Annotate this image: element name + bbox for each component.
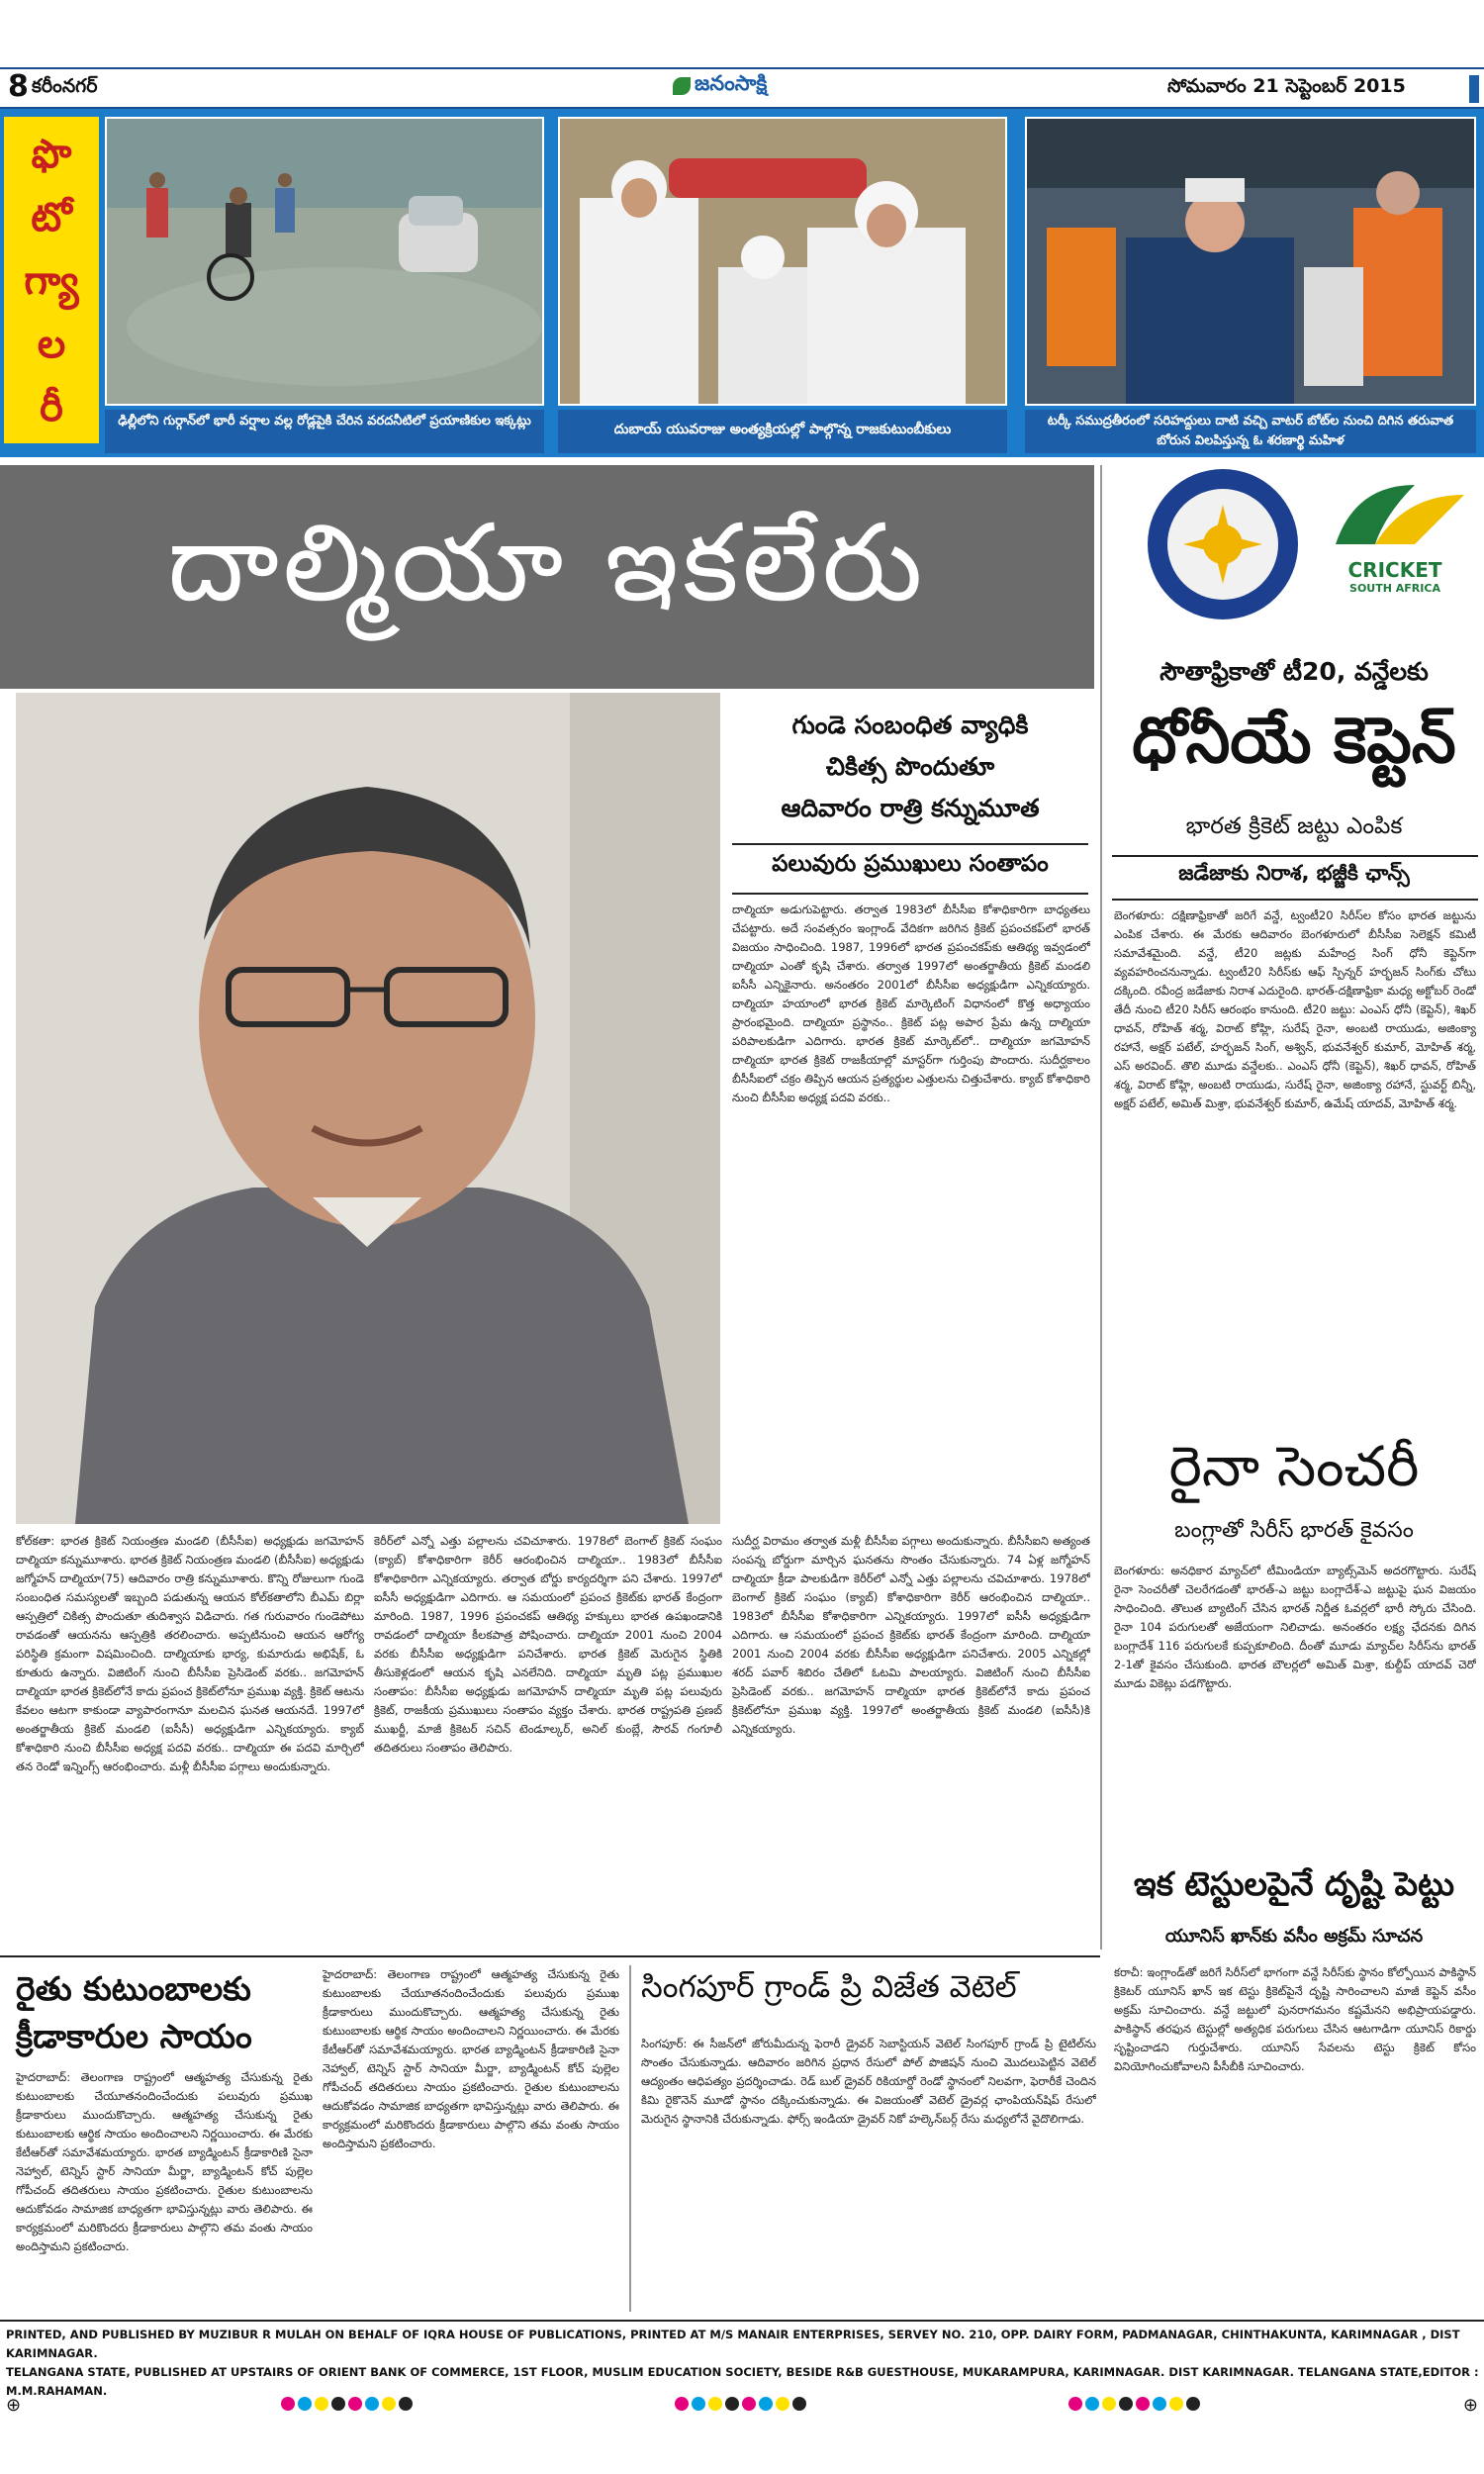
- header-edge-bar: [1469, 75, 1479, 103]
- bottom-story1-headline: [16, 1965, 313, 2064]
- kicker-divider: [732, 893, 1088, 895]
- sidebar-story3-sub: యూనిస్ ఖాన్‌కు వసీం అక్రమ్ సూచన: [1164, 1926, 1424, 1947]
- color-registration-strip: [0, 2393, 1484, 2417]
- bcci-emblem-icon: [1144, 465, 1302, 623]
- color-dots: [1068, 2396, 1203, 2415]
- imprint-line: TELANGANA STATE, PUBLISHED AT UPSTAIRS OF ORIENT BANK OF COMMERCE, 1ST FLOOR, MUSLIM EDUCATION SOCIETY, BESIDE R&B GUESTHOUSE, MUKARAMPURA, KARIMNAGAR. DIST KARIMNAGAR. TELANGANA STATE,EDITOR : M.M.RAHAMAN.: [6, 2365, 1479, 2398]
- bottom-story1-body-a: హైదరాబాద్: తెలంగాణ రాష్ట్రంలో ఆత్మహత్య చేసుకున్న రైతు కుటుంబాలకు చేయూతనందించేందుకు పలువురు ప్రముఖ క్రీడాకారులు ముందుకొచ్చారు. ఆత్మహత్య చేసుకున్న రైతు కుటుంబాలకు ఆర్థిక సాయం అందించాలని నిర్ణయించారు. ఈ మేరకు కేటీఆర్‌తో సమావేశమయ్యారు. భారత బ్యాడ్మింటన్ క్రీడాకారిణి సైనా నెహ్వాల్, టెన్నిస్ స్టార్ సానియా మీర్జా, బ్యాడ్మింటన్ కోచ్ పుల్లెల గోపీచంద్ తదితరులు సాయం ప్రకటించారు. రైతుల కుటుంబాలను ఆదుకోవడం సామాజిక బాధ్యతగా భావిస్తున్నట్లు వారు తెలిపారు. ఈ కార్యక్రమంలో మరికొందరు క్రీడాకారులు పాల్గొని తమ వంతు సాయం అందిస్తామని ప్రకటించారు.: [16, 2070, 313, 2253]
- main-story-column-2: కెరీర్‌లో ఎన్నో ఎత్తు పల్లాలను చవిచూశారు. 1978లో బెంగాల్ క్రికెట్ సంఘం (క్యాబ్) కోశాధికారిగా కెరీర్ ఆరంభించిన దాల్మియా.. 1983లో బీసీసీఐ కోశాధికారిగా ఎన్నికయ్యారు. తర్వాత బోర్డు కార్యదర్శిగా పని చేశారు. 1997లో ఐసీసీ అధ్యక్షుడిగా ఎదిగారు. ఆ సమయంలో ప్రపంచ క్రికెట్‌కు భారత్ కేంద్రంగా మారింది. 1987, 1996 ప్రపంచకప్ ఆతిథ్య హక్కులు భారత ఉపఖండానికి రావడంలో దాల్మియా కీలకపాత్ర పోషించారు. దాల్మియా 2001 నుంచి 2004 వరకు బీసీసీఐ అధ్యక్షుడిగా పనిచేశారు. భారత క్రికెట్ మెరుగైన స్థితికి తీసుకెళ్లడంలో ఆయన కృషి ఎనలేనిది. దాల్మియా మృతి పట్ల ప్రముఖుల సంతాపం: బీసీసీఐ అధ్యక్షుడు జగమోహన్ దాల్మియా మృతి పట్ల పలువురు క్రికెట్, రాజకీయ ప్రముఖులు సంతాపం వ్యక్తం చేశారు. భారత రాష్ట్రపతి ప్రణబ్ ముఖర్జీ, మాజీ క్రికెటర్ సచిన్ టెండూల్కర్, అనిల్ కుంబ్లే, సౌరవ్ గంగూలీ తదితరులు సంతాపం తెలిపారు.: [374, 1534, 722, 1755]
- headline-line: రైతు కుటుంబాలకు: [16, 1969, 251, 2008]
- page-number: 8: [8, 69, 29, 104]
- subhead-line: ఆదివారం రాత్రి కన్నుమూత: [781, 794, 1040, 822]
- subhead-divider: [732, 843, 1088, 845]
- bottom-story1-body-b: హైదరాబాద్: తెలంగాణ రాష్ట్రంలో ఆత్మహత్య చేసుకున్న రైతు కుటుంబాలకు చేయూతనందించేందుకు పలువురు ప్రముఖ క్రీడాకారులు ముందుకొచ్చారు. ఆత్మహత్య చేసుకున్న రైతు కుటుంబాలకు ఆర్థిక సాయం అందించాలని నిర్ణయించారు. ఈ మేరకు కేటీఆర్‌తో సమావేశమయ్యారు. భారత బ్యాడ్మింటన్ క్రీడాకారిణి సైనా నెహ్వాల్, టెన్నిస్ స్టార్ సానియా మీర్జా, బ్యాడ్మింటన్ కోచ్ పుల్లెల గోపీచంద్ తదితరులు సాయం ప్రకటించారు. రైతుల కుటుంబాలను ఆదుకోవడం సామాజిక బాధ్యతగా భావిస్తున్నట్లు వారు తెలిపారు. ఈ కార్యక్రమంలో మరికొందరు క్రీడాకారులు పాల్గొని తమ వంతు సాయం అందిస్తామని ప్రకటించారు.: [323, 1967, 619, 2150]
- sidebar-story2-sub: బంగ్లాతో సిరీస్ భారత్ కైవసం: [1174, 1518, 1414, 1543]
- column-divider: [1100, 465, 1102, 1950]
- headline-line: క్రీడాకారుల సాయం: [16, 2017, 252, 2055]
- registration-mark-icon: ⊕: [6, 2394, 22, 2416]
- gallery-label-char: గ్యా: [24, 258, 79, 304]
- sidebar-story3-headline: ఇక టెస్టులపైనే దృష్టి పెట్టు: [1133, 1864, 1454, 1903]
- sidebar-story1-preheadline: సౌతాఫ్రికాతో టీ20, వన్డేలకు: [1159, 657, 1429, 686]
- protea-icon: [1316, 475, 1474, 554]
- page-header: [0, 0, 1484, 109]
- bottom-section-divider: [0, 1955, 1100, 1957]
- imprint-line: PRINTED, AND PUBLISHED BY MUZIBUR R MULAH ON BEHALF OF IQRA HOUSE OF PUBLICATIONS, PRINTED AT M/S MANAIR ENTERPRISES, SERVEY NO. 210, OPP. DAIRY FORM, PADMANAGAR, CHINTHAKUNTA, KARIMNAGAR , DIST KARIMNAGAR.: [6, 2328, 1460, 2360]
- masthead-logo: [673, 71, 767, 101]
- refugee-woman-photo: [1025, 117, 1476, 406]
- main-story-column-4: సుదీర్ఘ విరామం తర్వాత మళ్లీ బీసీసీఐ పగ్గాలు అందుకున్నారు. బీసీసీఐని అత్యంత సంపన్న బోర్డుగా మార్చిన ఘనతను సొంతం చేసుకున్నారు. 74 ఏళ్ల జగ్మోహన్ దాల్మియా క్రీడా పాలకుడిగా కెరీర్‌లో ఎన్నో ఎత్తు పల్లాలను చవిచూశారు. 1978లో బెంగాల్ క్రికెట్ సంఘం (క్యాబ్) కోశాధికారిగా కెరీర్ ఆరంభించిన దాల్మియా.. 1983లో బీసీసీఐ కోశాధికారిగా ఎన్నికయ్యారు. 1997లో ఐసీసీ అధ్యక్షుడిగా ఎదిగారు. ఆ సమయంలో ప్రపంచ క్రికెట్‌కు భారత్ కేంద్రంగా మారింది. దాల్మియా 2001 నుంచి 2004 వరకు బీసీసీఐ అధ్యక్షుడిగా పనిచేశారు. 2005 ఎన్నికల్లో శరద్ పవార్ శిబిరం చేతిలో ఓటమి పాలయ్యారు. విజిటింగ్ నుంచి బీసీసీఐ ప్రెసిడెంట్ వరకు.. జగమోహన్ దాల్మియా భారత క్రికెట్‌లోనే కాదు ప్రపంచ క్రికెట్‌లోనూ ప్రముఖ వ్యక్తి. 1997లో అంతర్జాతీయ క్రికెట్ మండలి (ఐసీసీ)కి ఎన్నికయ్యారు.: [732, 1534, 1090, 1736]
- gallery-label-char: రీ: [40, 385, 63, 430]
- main-story-column-3: దాల్మియా అడుగుపెట్టారు. తర్వాత 1983లో బీసీసీఐ కోశాధికారిగా బాధ్యతలు చేపట్టారు. అదే సంవత్సరం ఇంగ్లాండ్ వేదికగా జరిగిన క్రికెట్ ప్రపంచకప్‌లో భారత్ విజయం సాధించింది. 1987, 1996లో భారత ప్రపంచకప్‌కు ఆతిథ్య ఇవ్వడంలో దాల్మియా ఎంతో కృషి చేశారు. తర్వాత 1997లో అంతర్జాతీయ క్రికెట్ మండలి ఐసీసీ ఎన్నికైనారు. అనంతరం 2001లో బీసీసీఐ అధ్యక్షుడిగా ఎన్నికయ్యారు. దాల్మియా హయాంలో భారత క్రికెట్ మార్కెటింగ్ విధానంలో కొత్త అధ్యాయం ప్రారంభమైంది. దాల్మియా ప్రస్థానం.. క్రికెట్ పట్ల అపార ప్రేమ ఉన్న దాల్మియా పరిపాలకుడిగా ఎదిగారు. భారత క్రికెట్ మార్కెట్‌లో.. దాల్మియా జగమోహన్ దాల్మియా భారత క్రికెట్ రాజకీయాల్లో మాస్టర్‌గా గుర్తింపు పొందారు. సుదీర్ఘకాలం బీసీసీఐలో చక్రం తిప్పిన ఆయన ప్రత్యర్థుల ఎత్తులను చిత్తుచేశారు. క్యాబ్ కోశాధికారి నుంచి బీసీసీఐ అధ్యక్ష పదవి వరకు..: [732, 903, 1090, 1104]
- headline-band: [0, 465, 1094, 689]
- section-name: కరీంనగర్: [32, 75, 98, 97]
- registration-mark-icon: ⊕: [1462, 2394, 1478, 2416]
- header-rule: [0, 67, 1484, 69]
- photo-caption-3: టర్కీ సముద్రతీరంలో సరిహద్దులు దాటి వచ్చి వాటర్ బోట్‌ల నుంచి దిగిన తరువాత బోరున విలపిస్తున్న ఓ శరణార్థి మహిళ: [1025, 410, 1476, 453]
- gallery-label-char: టో: [31, 195, 72, 240]
- portrait-illustration: [16, 693, 720, 1524]
- sidebar-divider: [1112, 899, 1478, 901]
- sidebar-story2-headline: రైనా సెంచరీ: [1168, 1435, 1420, 1499]
- main-headline: దాల్మియా ఇకలేరు: [167, 502, 927, 625]
- photo-caption-2: దుబాయ్ యువరాజు అంత్యక్రియల్లో పాల్గొన్న రాజకుటుంబీకులు: [558, 410, 1007, 453]
- issue-date: సోమవారం 21 సెప్టెంబర్ 2015: [1167, 75, 1406, 97]
- photo-gallery: [0, 109, 1484, 457]
- sidebar-story2-body: బెంగళూరు: అనధికార మ్యాచ్‌లో టీమిండియా బ్యాట్స్‌మెన్ అదరగొట్టారు. సురేష్ రైనా సెంచరీతో చెలరేగడంతో భారత్-ఎ జట్టు బంగ్లాదేశ్-ఎ జట్టుపై ఘన విజయం సాధించింది. తొలుత బ్యాటింగ్ చేసిన భారత్ నిర్ణీత ఓవర్లలో భారీ స్కోరు చేసింది. రైనా 104 పరుగులతో అజేయంగా నిలిచాడు. అనంతరం లక్ష్య ఛేదనకు దిగిన బంగ్లాదేశ్ 116 పరుగులకే కుప్పకూలింది. దీంతో మూడు మ్యాచ్‌ల సిరీస్‌ను భారత్ 2-1తో కైవసం చేసుకుంది. భారత బౌలర్లలో అమిత్ మిశ్రా, కుల్దీప్ యాదవ్ చెరో మూడు వికెట్లు పడగొట్టారు.: [1114, 1564, 1476, 1690]
- bottom-story2-body: సింగపూర్: ఈ సీజన్‌లో జోరుమీదున్న ఫెరారీ డ్రైవర్ సెబాస్టియన్ వెటెల్ సింగపూర్ గ్రాండ్ ప్రి టైటిల్‌ను సొంతం చేసుకున్నాడు. ఆదివారం జరిగిన ప్రధాన రేసులో పోల్ పొజిషన్ నుంచి మొదలుపెట్టిన వెటెల్ ఆద్యంతం ఆధిపత్యం ప్రదర్శించాడు. రెడ్ బుల్ డ్రైవర్ రికియార్డో రెండో స్థానంలో నిలవగా, ఫెరారీకే చెందిన కిమి రైకొనెన్ మూడో స్థానం దక్కించుకున్నాడు. ఈ విజయంతో వెటెల్ డ్రైవర్ల ఛాంపియన్‌షిప్ రేసులో మెరుగైన స్థానానికి చేరుకున్నాడు. ఫోర్స్ ఇండియా డ్రైవర్ నికో హల్కెన్‌బర్గ్ రేసు మధ్యలోనే వైదొలిగాడు.: [641, 2037, 1096, 2126]
- photo-caption-1: ఢిల్లీలోని గుర్గాన్‌లో భారీ వర్షాల వల్ల రోడ్లపైకి చేరిన వరదనీటిలో ప్రయాణికుల ఇక్కట్లు: [105, 410, 544, 453]
- subhead-line: చికిత్స పొందుతూ: [825, 752, 995, 781]
- gallery-label-char: ల: [37, 322, 66, 367]
- flood-street-illustration: [107, 119, 544, 406]
- dalmiya-portrait-photo: [16, 693, 720, 1524]
- sidebar-story1-kicker: జడేజాకు నిరాశ, భజ్జీకి ఛాన్స్: [1178, 861, 1410, 885]
- footer-rule: [0, 2320, 1484, 2322]
- subhead-box: [732, 705, 1088, 835]
- sidebar-story1-body: బెంగళూరు: దక్షిణాఫ్రికాతో జరిగే వన్డే, ట్వంటీ20 సిరీస్‌ల కోసం భారత జట్టును ఎంపిక చేశారు. ఈ మేరకు ఆదివారం బెంగళూరులో బీసీసీఐ సెలెక్షన్ కమిటీ సమావేశమైంది. వన్డే, టీ20 జట్లకు మహేంద్ర సింగ్ ధోనీ కెప్టెన్‌గా వ్యవహరించనున్నాడు. ట్వంటీ20 సిరీస్‌కు ఆఫ్ స్పిన్నర్ హర్భజన్ సింగ్‌కు చోటు దక్కింది. రవీంద్ర జడేజాకు నిరాశ ఎదురైంది. భారత్-దక్షిణాఫ్రికా మధ్య అక్టోబర్ రెండో తేదీ నుంచి టీ20 సిరీస్ ఆరంభం కానుంది. టీ20 జట్టు: ఎంఎస్ ధోనీ (కెప్టెన్), శిఖర్ ధావన్, రోహిత్ శర్మ, విరాట్ కోహ్లి, సురేష్ రైనా, అంబటి రాయుడు, అజింక్యా రహానే, అక్షర్ పటేల్, హర్భజన్ సింగ్, అశ్విన్, భువనేశ్వర్ కుమార్, మోహిత్ శర్మ, ఎస్ అరవింద్. తొలి మూడు వన్డేలకు.. ఎంఎస్ ధోనీ (కెప్టెన్), శిఖర్ ధావన్, రోహిత్ శర్మ, విరాట్ కోహ్లి, అంబటి రాయుడు, సురేష్ రైనా, అజింక్యా రహానే, స్టువర్ట్ బిన్నీ, అక్షర్ పటేల్, అమిత్ మిశ్రా, భువనేశ్వర్ కుమార్, ఉమేష్ యాదవ్, మోహిత్ శర్మ.: [1114, 908, 1476, 1110]
- masthead-title: జనంసాక్షి: [695, 71, 768, 95]
- gallery-label-char: ఫొ: [31, 132, 72, 177]
- subhead-line: గుండె సంబంధిత వ్యాధికి: [791, 711, 1029, 739]
- sidebar-story1-headline: ధోనీయే కెప్టెన్: [1132, 705, 1456, 778]
- refugee-illustration: [1027, 119, 1476, 406]
- bottom-story2-headline: సింగపూర్ గ్రాండ్ ప్రి విజేత వెటెల్: [641, 1969, 1017, 2005]
- csa-logo: [1316, 475, 1474, 623]
- color-dots: [675, 2396, 809, 2415]
- imprint-block: [6, 2326, 1480, 2398]
- royal-funeral-photo: [558, 117, 1007, 406]
- flood-street-photo: [105, 117, 544, 406]
- leaf-icon: [673, 77, 691, 95]
- sidebar-story3-body: కరాచీ: ఇంగ్లాండ్‌తో జరిగే సిరీస్‌లో భాగంగా వన్డే సిరీస్‌కు స్థానం కోల్పోయిన పాకిస్థాన్ క్రికెటర్ యూనిస్ ఖాన్ ఇక టెస్టు క్రికెట్‌పైనే దృష్టి సారించాలని మాజీ కెప్టెన్ వసీం అక్రమ్ సూచించారు. వన్డే జట్టులో పునరాగమనం కష్టమేనని అభిప్రాయపడ్డారు. పాకిస్థాన్ తరఫున టెస్టుల్లో అత్యధిక పరుగులు చేసిన ఆటగాడిగా యూనిస్ రికార్డు సృష్టించాడని గుర్తుచేశారు. యూనిస్ సేవలను టెస్టు క్రికెట్ కోసం వినియోగించుకోవాలని పీసీబీకి సూచించారు.: [1114, 1965, 1476, 2073]
- csa-logo-subtext: SOUTH AFRICA: [1349, 582, 1440, 595]
- kicker-line: పలువురు ప్రముఖులు సంతాపం: [772, 851, 1049, 877]
- bottom-column-divider: [629, 1965, 631, 2312]
- bcci-logo: [1144, 465, 1302, 623]
- gallery-label: [4, 117, 99, 443]
- csa-logo-text: CRICKET: [1347, 558, 1442, 582]
- main-story-column-1: కోల్‌కతా: భారత క్రికెట్ నియంత్రణ మండలి (బీసీసీఐ) అధ్యక్షుడు జగమోహన్ దాల్మియా కన్నుమూశారు. భారత క్రికెట్ నియంత్రణ మండలి (బీసీసీఐ) అధ్యక్షుడు జగ్మోహన్ దాల్మియా(75) ఆదివారం రాత్రి కన్నుమూశారు. కొన్ని రోజులుగా గుండె సంబంధిత సమస్యలతో ఇబ్బంది పడుతున్న ఆయన కోల్‌కతాలోని బీఎమ్ బిర్లా ఆస్పత్రిలో చికిత్స పొందుతూ తుదిశ్వాస విడిచారు. గత గురువారం గుండెపోటు రావడంతో ఆయనను ఆస్పత్రికి తరలించారు. అప్పటినుంచి ఆయన ఆరోగ్య పరిస్థితి క్రమంగా విషమించింది. దాల్మియాకు భార్య, కుమారుడు అభిషేక్, ఓ కూతురు ఉన్నారు. విజిటింగ్ నుంచి బీసీసీఐ ప్రెసిడెంట్ వరకు.. జగమోహన్ దాల్మియా భారత క్రికెట్‌లోనే కాదు ప్రపంచ క్రికెట్‌లోనూ ప్రముఖ వ్యక్తి. క్రికెట్ ఆటను కేవలం ఆటగా కాకుండా వ్యాపారంగానూ మలచిన ఘనత ఆయనదే. 1997లో అంతర్జాతీయ క్రికెట్ మండలి (ఐసీసీ) అధ్యక్షుడిగా ఎన్నికయ్యారు. క్యాబ్ కోశాధికారి నుంచి బీసీసీఐ అధ్యక్ష పదవి వరకు.. దాల్మియా ఈ పదవి మార్చిలో తన రెండో ఇన్నింగ్స్ ఆరంభించారు. మళ్లీ బీసీసీఐ పగ్గాలు అందుకున్నారు.: [16, 1534, 364, 1773]
- funeral-illustration: [560, 119, 1007, 406]
- sidebar-divider: [1112, 855, 1478, 857]
- sidebar-story1-sub: భారత క్రికెట్ జట్టు ఎంపిక: [1185, 813, 1403, 839]
- color-dots: [281, 2396, 416, 2415]
